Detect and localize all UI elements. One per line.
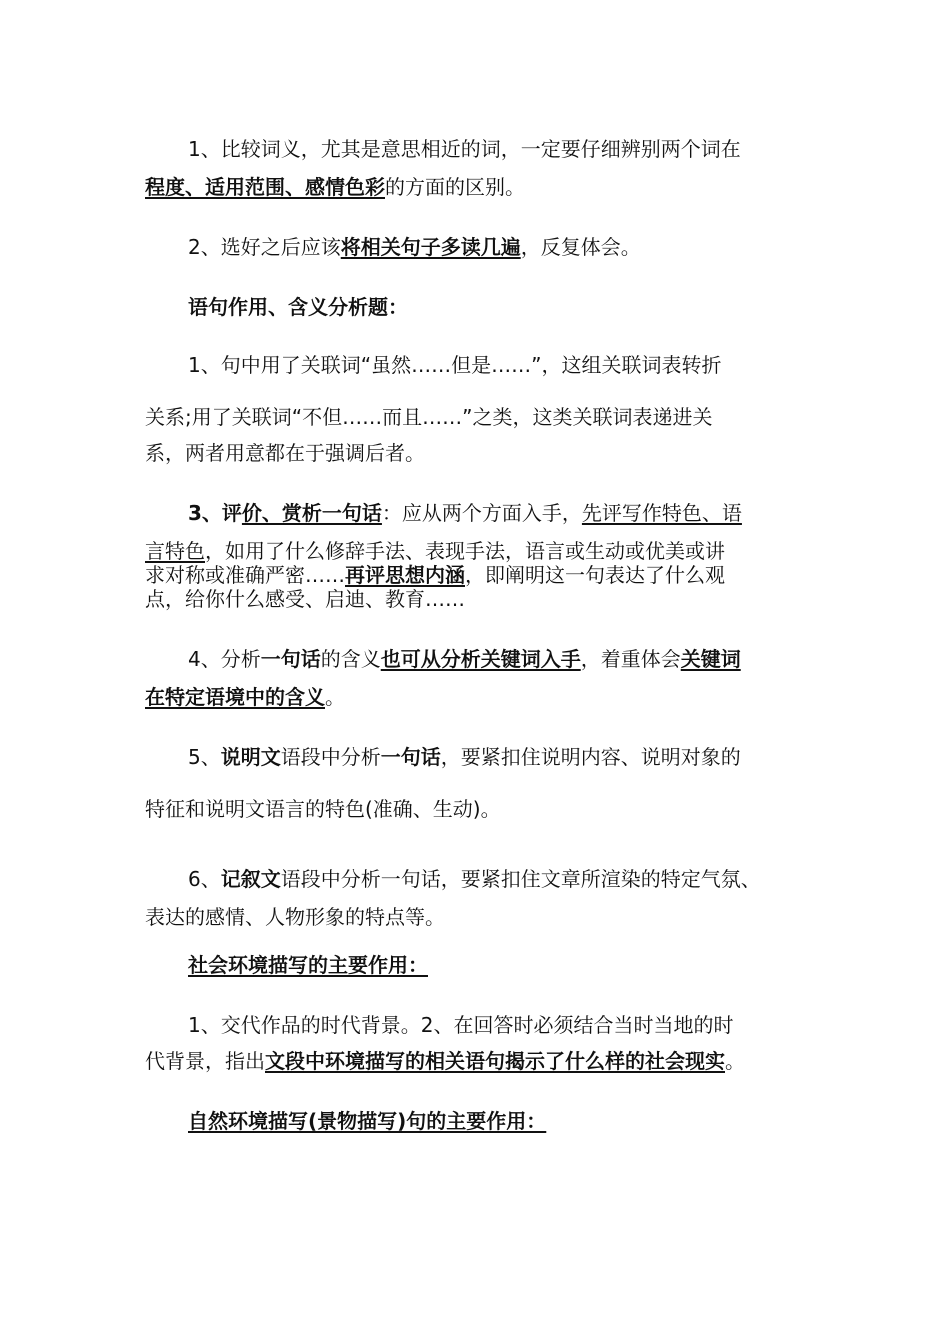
p4-number: 3、 — [188, 501, 222, 525]
p6-bold-2: 一句话 — [380, 745, 441, 769]
p3-number: 1、 — [188, 353, 221, 377]
p5-emphasis-3: 在特定语境中的含义 — [145, 685, 325, 709]
p5-emphasis: 也可从分析关键词入手 — [380, 647, 581, 671]
p6-text-b: ，要紧扣住说明内容、说明对象的 — [440, 745, 741, 769]
p7-text: 语段中分析一句话，要紧扣住文章所渲染的特定气氛、 — [280, 867, 761, 891]
p7-line1 — [188, 866, 761, 892]
p6-line1 — [188, 744, 741, 770]
p4-text-2: ，如用了什么修辞手法、表现手法，语言或生动或优美或讲 — [205, 539, 725, 563]
p4-text-3b: ，即阐明这一句表达了什么观 — [465, 563, 725, 587]
p2-line1 — [188, 234, 641, 260]
p2-emphasis: 将相关句子多读几遍 — [340, 235, 521, 259]
p2-number: 2、 — [188, 235, 221, 259]
p4-emphasis: 价、赏析一句话 — [241, 501, 382, 525]
p5-number: 4、 — [188, 647, 221, 671]
p4-line1 — [188, 500, 742, 526]
p4-line3 — [145, 562, 725, 588]
p7-line2: 表达的感情、人物形象的特点等。 — [145, 905, 445, 929]
p6-line2: 特征和说明文语言的特色(准确、生动)。 — [145, 797, 501, 821]
p8-emphasis: 文段中环境描写的相关语句揭示了什么样的社会现实 — [265, 1049, 725, 1073]
p8-text: 交代作品的时代背景。2、在回答时必须结合当时当地的时 — [220, 1013, 734, 1037]
p5-line2 — [145, 684, 345, 710]
heading-social-environment: 社会环境描写的主要作用： — [188, 953, 428, 977]
p1-line1 — [188, 136, 741, 162]
p1-text: 比较词义，尤其是意思相近的词，一定要仔细辨别两个词在 — [220, 137, 741, 161]
p5-text-b: 的含义 — [320, 647, 381, 671]
p7-bold: 记叙文 — [220, 867, 281, 891]
p8-line1 — [188, 1012, 733, 1038]
p6-bold: 说明文 — [220, 745, 281, 769]
heading-sentence-analysis: 语句作用、含义分析题： — [188, 295, 408, 319]
p4-text-3: 求对称或准确严密…… — [145, 563, 345, 587]
p5-text-c: ，着重体会 — [580, 647, 681, 671]
p4-underline: 先评写作特色、语 — [581, 501, 742, 525]
p2-text: 选好之后应该 — [220, 235, 341, 259]
p6-number: 5、 — [188, 745, 221, 769]
p5-emphasis-2: 关键词 — [680, 647, 741, 671]
heading-natural-environment: 自然环境描写(景物描写)句的主要作用： — [188, 1109, 547, 1133]
p1-tail: 的方面的区别。 — [385, 175, 525, 199]
p4-line4: 点，给你什么感受、启迪、教育…… — [145, 587, 465, 611]
p1-line2 — [145, 174, 525, 200]
p2-tail: ，反复体会。 — [520, 235, 641, 259]
p8-number: 1、 — [188, 1013, 221, 1037]
p3-line1 — [188, 352, 721, 378]
p5-line1 — [188, 646, 741, 672]
p7-number: 6、 — [188, 867, 221, 891]
p4-underline-2: 言特色 — [145, 539, 205, 563]
p8-line2 — [145, 1048, 745, 1074]
p6-text: 语段中分析 — [280, 745, 381, 769]
p1-number: 1、 — [188, 137, 221, 161]
p5-bold: 一句话 — [260, 647, 321, 671]
p3-line3: 系，两者用意都在于强调后者。 — [145, 441, 425, 465]
p3-line2: 关系;用了关联词“不但……而且……”之类，这类关联词表递进关 — [145, 405, 713, 429]
p4-emphasis-2: 再评思想内涵 — [345, 563, 465, 587]
p4-line2 — [145, 538, 725, 564]
p8-tail: 。 — [725, 1049, 745, 1073]
p8-text-2: 代背景，指出 — [145, 1049, 265, 1073]
p5-tail: 。 — [325, 685, 345, 709]
p4-text: ：应从两个方面入手， — [381, 501, 582, 525]
p3-text: 句中用了关联词“虽然……但是……”，这组关联词表转折 — [220, 353, 722, 377]
p4-bold: 评 — [221, 501, 242, 525]
p5-text: 分析 — [220, 647, 261, 671]
p1-emphasis: 程度、适用范围、感情色彩 — [145, 175, 385, 199]
